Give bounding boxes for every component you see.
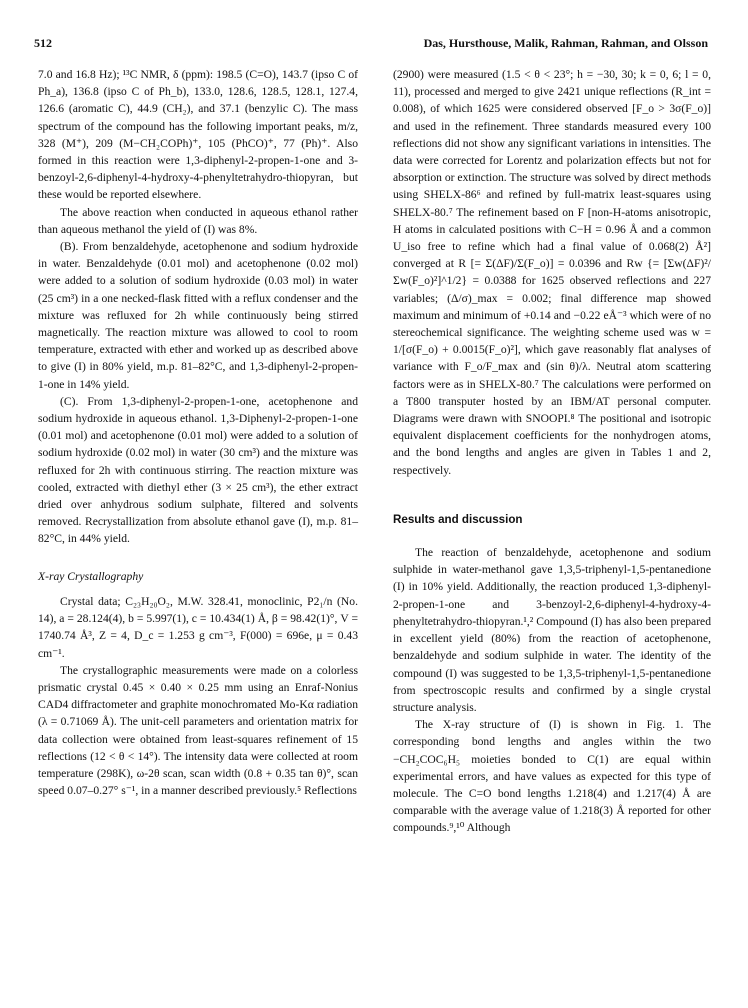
section-heading-results: Results and discussion (393, 512, 523, 526)
paragraph-method-b: (B). From benzaldehyde, acetophenone and sodium hydroxide in water. Benzaldehyde (0.01 mol) and acetophenone (0.02 mol) were added to a solution of sodium hydroxide (0.03 mol) in water (25 cm³) in a one necked-flask fitted with a reflux condenser and the mixture was refluxed for 2h while continuously being stirred magnetically. The reaction mixture was allowed to cool to room temperature, extracted with ether and worked up as described above to give (I) in 80% yield, m.p. 81–82°C, and 1,3-diphenyl-2-propen-1-one in 14% yield. (38, 240, 358, 391)
page-number: 512 (34, 36, 52, 50)
right-column (393, 66, 711, 837)
paragraph-results-1: The reaction of benzaldehyde, acetophenone and sodium sulphide in water-methanol gave 1,3,5-triphenyl-1,5-pentanedione (I) in 10% yield. Additionally, the reaction produced 1,3-diphenyl-2-propen-1-one and 3-benzoyl-2,6-diphenyl-4-hydroxy-4-phenyltetrahydro-thiopyran.¹,² Compound (I) has also been prepared in excellent yield (80%) from the reaction of acetophenone, benzaldehyde and sodium sulphide in water. The identity of the compound (I) was suggested to be 1,3,5-triphenyl-1,5-pentanedione from spectroscopic results and confirmed by a single crystal structure analysis. (393, 546, 711, 714)
paragraph-results-2: The X-ray structure of (I) is shown in Fig. 1. The corresponding bond lengths and angles within the two −CH₂COC₆H₅ moieties bonded to C(1) are equal within experimental errors, and have values as expected for this type of molecule. The C=O bond lengths 1.218(4) and 1.217(4) Å are comparable with the average value of 1.218(3) Å reported for other compounds.⁹,¹⁰ Although (393, 718, 711, 835)
paragraph-refinement: (2900) were measured (1.5 < θ < 23°; h = −30, 30; k = 0, 6; l = 0, 11), processed and merged to give 2421 unique reflections (R_int = 0.008), of which 1625 were considered observed [F_o > 3σ(F_o)] and used in the refinement. Three standards measured every 100 reflections did not show any significant variations in intensities. The data were corrected for Lorentz and polarization effects but not for absorption or extinction. The structure was solved by direct methods using SHELX-86⁶ and refined by full-matrix least-squares using SHELX-80.⁷ The refinement based on F [non-H-atoms anisotropic, H atoms in calculated positions with C−H = 0.96 Å and a common U_iso free to refine which had a final value of 0.068(2) Å²] converged at R [= Σ(ΔF)/Σ(F_o)] = 0.0396 and Rw {= [Σw(ΔF)²/Σw(F_o)²]^1/2} = 0.0388 for 1625 observed reflections and 227 variables; (Δ/σ)_max = 0.002; final difference map showed maximum and minimum of +0.14 and −0.22 eÅ⁻³ which were of no stereochemical significance. The weighting scheme used was w = 1/[σ(F_o) + 0.0015(F_o)²], which gave reasonably flat analyses of variance with F_o/F_max and (sin θ)/λ. Neutral atom scattering factors were as in SHELX-80.⁷ The calculations were performed on a T800 transputer hosted by an IBM/AT personal computer. Diagrams were drawn with SNOOPI.⁸ The positional and isotropic equivalent displacement coefficients for the nonhydrogen atoms, and the bond lengths and angles are given in Tables 1 and 2, respectively. (393, 68, 711, 477)
paragraph-nmr: 7.0 and 16.8 Hz); ¹³C NMR, δ (ppm): 198.5 (C=O), 143.7 (ipso C of Ph_a), 136.8 (ipso C of Ph_b), 133.0, 128.6, 128.5, 128.1, 127.4, 126.6 (aromatic C), 44.9 (CH₂), and 37.1 (benzylic C). The mass spectrum of the compound has the following important peaks, m/z, 328 (M⁺), 209 (M−CH₂COPh)⁺, 105 (PhCO)⁺, 77 (Ph)⁺. Also formed in this reaction were 1,3-diphenyl-2-propen-1-one and 3-benzoyl-2,6-diphenyl-4-hydroxy-4-phenyltetrahydro-thiopyran, but these would be reported elsewhere. (38, 68, 358, 202)
section-heading-xray: X-ray Crystallography (38, 569, 144, 583)
paragraph-method-c: (C). From 1,3-diphenyl-2-propen-1-one, acetophenone and sodium hydroxide in aqueous ethanol. 1,3-Diphenyl-2-propen-1-one (0.01 mol) and acetophenone (0.01 mol) were added to a solution of sodium hydroxide (0.02 mol) in water (30 cm³) and the mixture was refluxed for 2h with continuous stirring. The reaction mixture was cooled, extracted with diethyl ether (3 × 25 cm³), the ether extract dried over anhydrous sodium sulphate, filtered and solvents removed. Recrystallization from absolute ethanol gave (I), m.p. 81–82°C, in 44% yield. (38, 394, 358, 546)
running-title: Das, Hursthouse, Malik, Rahman, Rahman, and Olsson (423, 36, 708, 50)
left-column (38, 66, 358, 799)
paragraph-measurements: The crystallographic measurements were made on a colorless prismatic crystal 0.45 × 0.40 × 0.25 mm using an Enraf-Nonius CAD4 diffractometer and graphite monochromated Mo-Kα radiation (λ = 0.71069 Å). The unit-cell parameters and orientation matrix for data collection were obtained from least-squares refinement of 15 reflections (12 < θ < 14°). The intensity data were collected at room temperature (298K), ω-2θ scan, scan width (0.8 + 0.35 tan θ)°, scan speed 0.07–0.27° s⁻¹, in a manner described previously.⁵ Reflections (38, 663, 358, 798)
paragraph-ethanol: The above reaction when conducted in aqueous ethanol rather than aqueous methanol the yield of (I) was 8%. (38, 205, 358, 236)
paragraph-crystal-data: Crystal data; C₂₃H₂₀O₂, M.W. 328.41, monoclinic, P2₁/n (No. 14), a = 28.124(4), b = 5.997(1), c = 10.434(1) Å, β = 98.42(1)°, V = 1740.74 Å³, Z = 4, D_c = 1.253 g cm⁻³, F(000) = 696e, μ = 0.43 cm⁻¹. (38, 594, 358, 660)
